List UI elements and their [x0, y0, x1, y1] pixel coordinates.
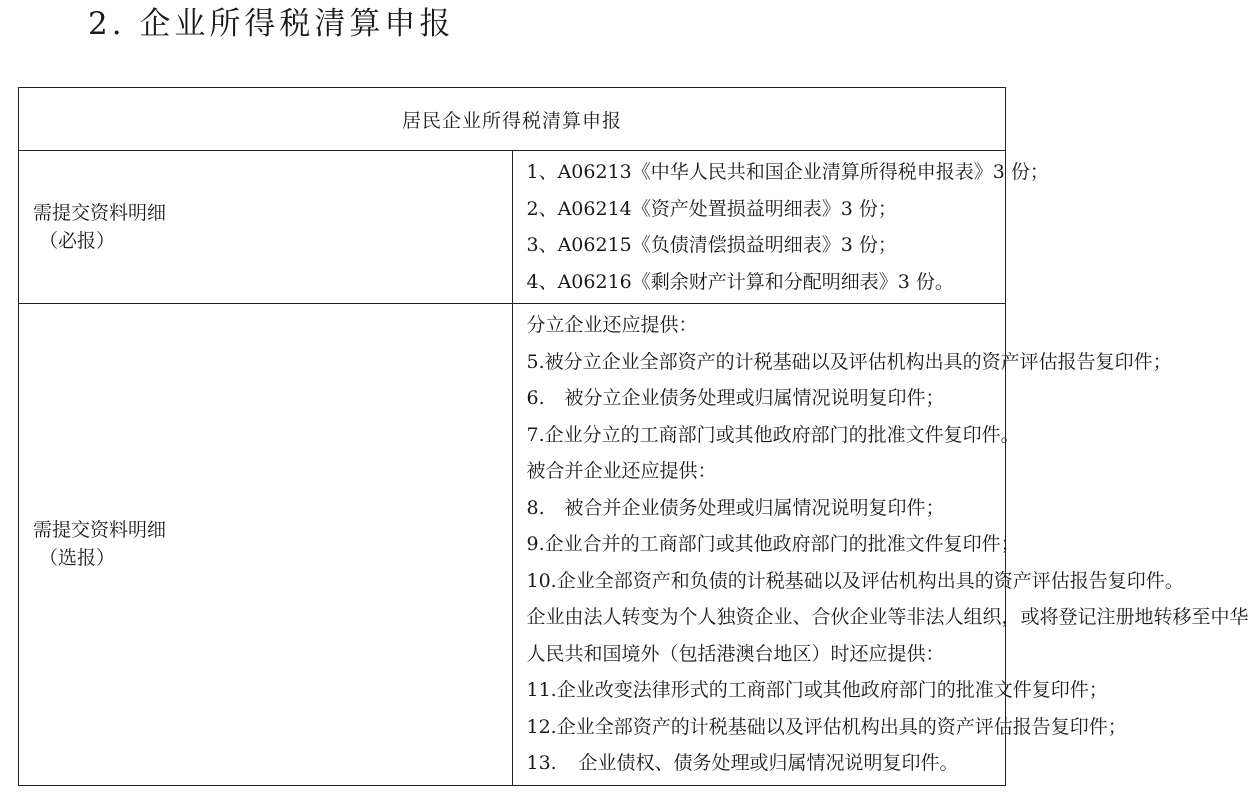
list-item: [526, 709, 1127, 746]
list-item: 3、A06215《负债清偿损益明细表》3 份；: [526, 234, 897, 256]
optional-label-line1: 需提交资料明细: [33, 519, 167, 542]
list-item: [526, 417, 1020, 454]
required-items: [512, 151, 1049, 304]
section-convert-heading-line1: 企业由法人转变为个人独资企业、合伙企业等非法人组织，或将登记注册地转移至中华: [526, 606, 1249, 628]
item-text: 企业分立的工商部门或其他政府部门的批准文件复印件。: [544, 423, 1020, 446]
item-text: 企业全部资产和负债的计税基础以及评估机构出具的资产评估报告复印件。: [556, 569, 1184, 592]
list-item: [526, 563, 1184, 600]
optional-row: [19, 304, 1006, 786]
section-split-heading: 分立企业还应提供：: [526, 314, 698, 336]
list-item: [526, 526, 1020, 563]
item-text: 企业改变法律形式的工商部门或其他政府部门的批准文件复印件；: [556, 679, 1108, 701]
item-number: 11.: [526, 679, 557, 701]
item-text: 被分立企业全部资产的计税基础以及评估机构出具的资产评估报告复印件；: [544, 350, 1172, 373]
item-text: 被分立企业债务处理或归属情况说明复印件；: [564, 387, 945, 409]
list-item: [527, 380, 998, 417]
section-heading: 2. 企业所得税清算申报: [88, 6, 455, 42]
item-number: 13.: [526, 752, 557, 774]
optional-items: [512, 304, 1249, 786]
list-item: [527, 490, 998, 527]
item-text: 被合并企业债务处理或归属情况说明复印件；: [564, 496, 945, 519]
required-label-line2: （必报）: [39, 230, 116, 252]
item-number: 12.: [526, 715, 557, 738]
table-title: 居民企业所得税清算申报: [19, 88, 1006, 151]
required-label-line1: 需提交资料明细: [33, 202, 167, 224]
section-merge-heading: 被合并企业还应提供：: [526, 460, 717, 482]
table-title-row: [19, 88, 1006, 151]
item-text: 企业债权、债务处理或归属情况说明复印件。: [578, 752, 959, 774]
required-label: [19, 151, 513, 304]
list-item: 1、A06213《中华人民共和国企业清算所得税申报表》3 份；: [526, 161, 1049, 183]
item-text: 企业全部资产的计税基础以及评估机构出具的资产评估报告复印件；: [556, 715, 1127, 738]
item-number: 8.: [526, 496, 545, 519]
required-row: [19, 151, 1006, 304]
item-number: 5.: [526, 350, 545, 373]
item-number: 9.: [526, 533, 545, 555]
item-number: 10.: [526, 569, 557, 592]
list-item: [527, 745, 998, 782]
optional-label: [19, 304, 513, 786]
list-item: 4、A06216《剩余财产计算和分配明细表》3 份。: [526, 270, 954, 293]
filing-table: [18, 87, 1249, 786]
item-text: 企业合并的工商部门或其他政府部门的批准文件复印件；: [544, 533, 1020, 555]
list-item: 2、A06214《资产处置损益明细表》3 份；: [526, 197, 897, 220]
list-item: [526, 344, 1172, 381]
list-item: [526, 672, 1108, 709]
item-number: 6.: [526, 387, 545, 409]
optional-label-line2: （选报）: [39, 547, 116, 570]
item-number: 7.: [526, 423, 545, 446]
section-convert-heading-line2: 人民共和国境外（包括港澳台地区）时还应提供：: [526, 642, 945, 665]
